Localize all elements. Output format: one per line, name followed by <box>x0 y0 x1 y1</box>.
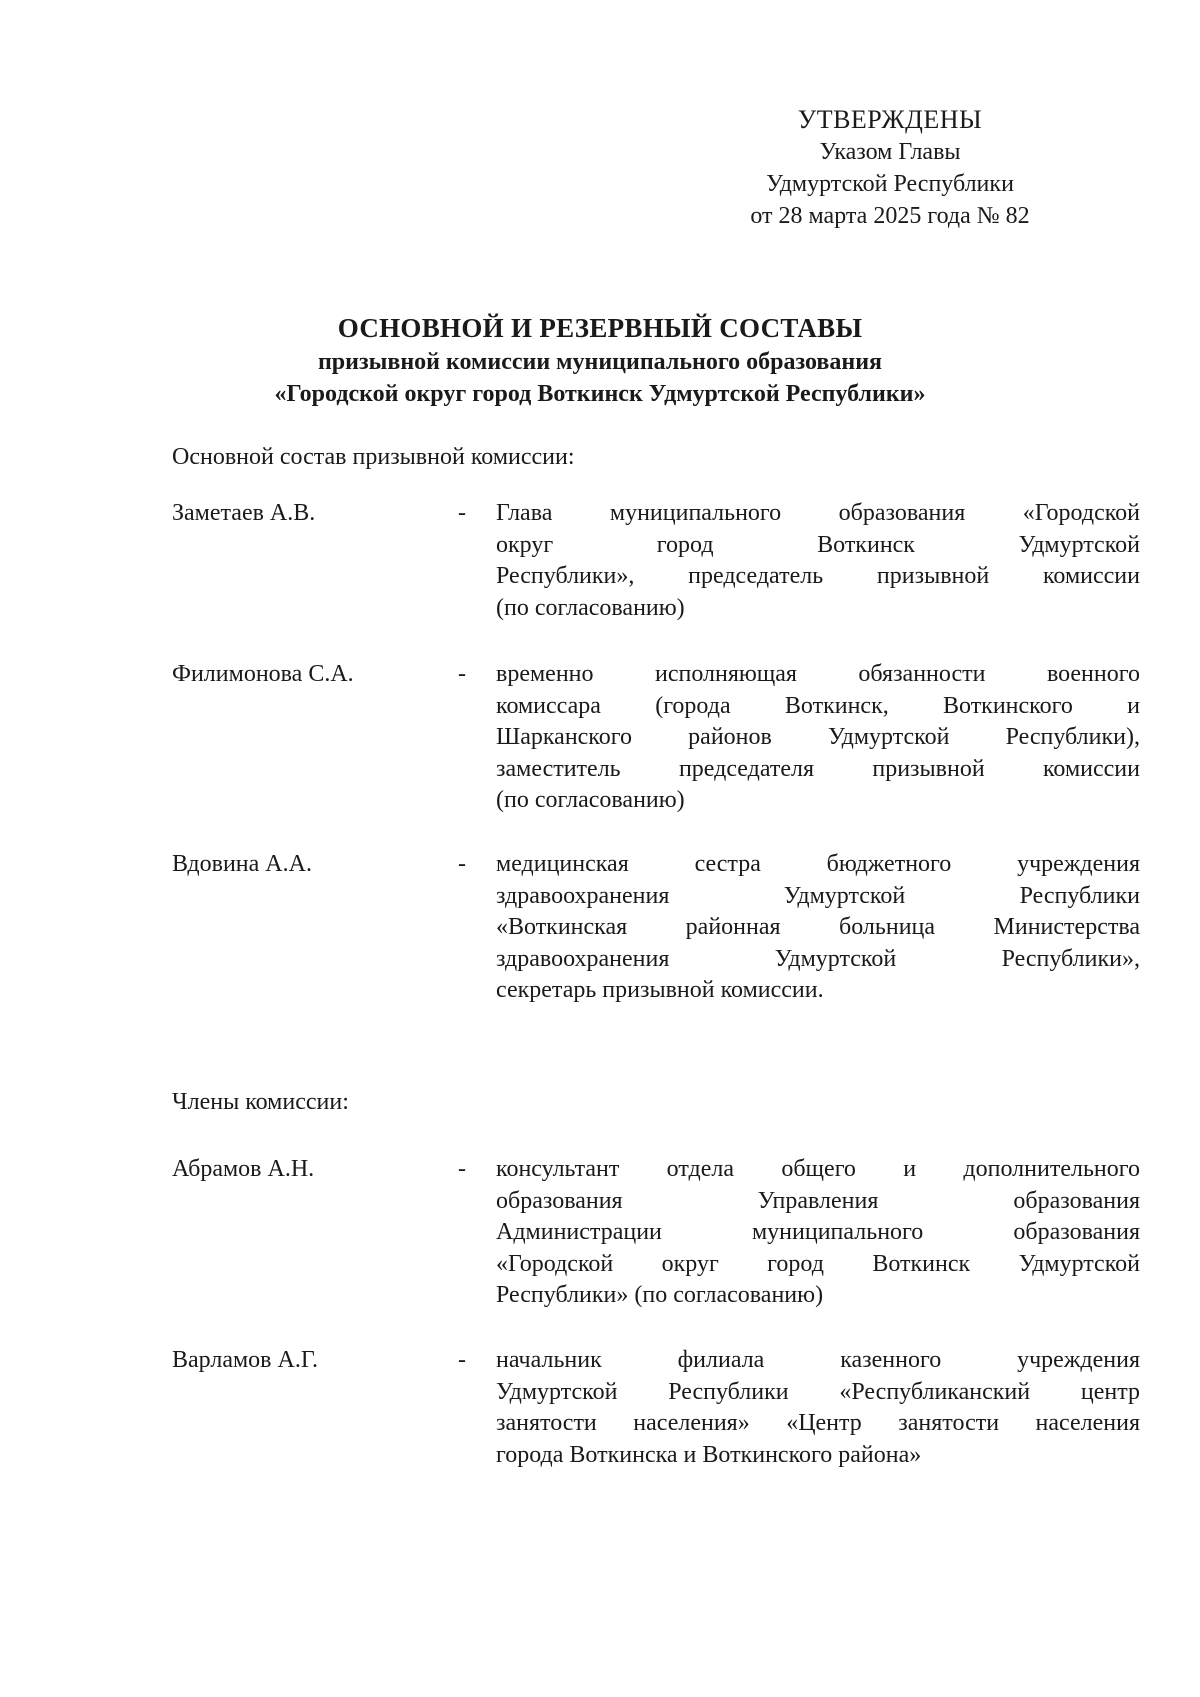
description-line: Удмуртской Республики «Республиканский центр <box>496 1378 1140 1405</box>
member-name: Абрамов А.Н. <box>172 1156 315 1182</box>
approval-heading: УТВЕРЖДЕНЫ <box>797 105 983 134</box>
description-line: начальник филиала казенного учреждения <box>496 1347 1140 1373</box>
description-line: (по согласованию) <box>496 594 685 621</box>
member-dash: - <box>458 1347 466 1373</box>
description-line: «Воткинская районная больница Министерства <box>496 914 1140 940</box>
commission-members-heading: Члены комиссии: <box>172 1089 349 1115</box>
member-description <box>496 1154 1140 1312</box>
member-name: Вдовина А.А. <box>172 851 312 877</box>
member-name: Заметаев А.В. <box>172 500 316 526</box>
approval-stamp <box>700 104 1080 232</box>
description-line: Республики» (по согласованию) <box>496 1282 824 1308</box>
member-description <box>496 849 1140 1007</box>
approval-region: Удмуртской Республики <box>766 171 1014 197</box>
description-line: здравоохранения Удмуртской Республики», <box>496 945 1140 972</box>
member-name: Филимонова С.А. <box>172 661 354 687</box>
description-line: занятости населения» «Центр занятости населения <box>496 1410 1140 1436</box>
description-line: образования Управления образования <box>496 1187 1140 1214</box>
member-dash: - <box>458 1156 466 1182</box>
member-description <box>496 1345 1140 1471</box>
description-line: комиссара (города Воткинск, Воткинского и <box>496 692 1140 719</box>
description-line: консультант отдела общего и дополнительного <box>496 1156 1140 1182</box>
description-line: Администрации муниципального образования <box>496 1219 1140 1245</box>
description-line: города Воткинска и Воткинского района» <box>496 1441 922 1468</box>
member-description <box>496 498 1140 624</box>
description-line: Глава муниципального образования «Городской <box>496 500 1140 526</box>
title-subtitle-1: призывной комиссии муниципального образования <box>317 349 883 375</box>
description-line: (по согласованию) <box>496 787 685 813</box>
description-line: медицинская сестра бюджетного учреждения <box>496 851 1140 877</box>
member-dash: - <box>458 661 466 687</box>
member-dash: - <box>458 500 466 526</box>
description-line: здравоохранения Удмуртской Республики <box>496 882 1140 909</box>
description-line: временно исполняющая обязанности военного <box>496 661 1140 687</box>
description-line: «Городской округ город Воткинск Удмуртской <box>496 1250 1140 1277</box>
approval-authority: Указом Главы <box>819 139 961 165</box>
description-line: заместитель председателя призывной комиссии <box>496 755 1140 782</box>
description-line: округ город Воткинск Удмуртской <box>496 531 1140 558</box>
main-composition-heading: Основной состав призывной комиссии: <box>172 444 575 470</box>
page-title: ОСНОВНОЙ И РЕЗЕРВНЫЙ СОСТАВЫ <box>337 313 863 343</box>
member-name: Варламов А.Г. <box>172 1347 318 1373</box>
member-dash: - <box>458 851 466 877</box>
document-title <box>0 310 1200 410</box>
title-subtitle-2: «Городской округ город Воткинск Удмуртской Республики» <box>274 381 926 407</box>
description-line: секретарь призывной комиссии. <box>496 977 824 1003</box>
approval-date: от 28 марта 2025 года № 82 <box>750 203 1030 229</box>
description-line: Шарканского районов Удмуртской Республики), <box>496 724 1140 750</box>
description-line: Республики», председатель призывной комиссии <box>496 563 1140 589</box>
member-description <box>496 659 1140 817</box>
